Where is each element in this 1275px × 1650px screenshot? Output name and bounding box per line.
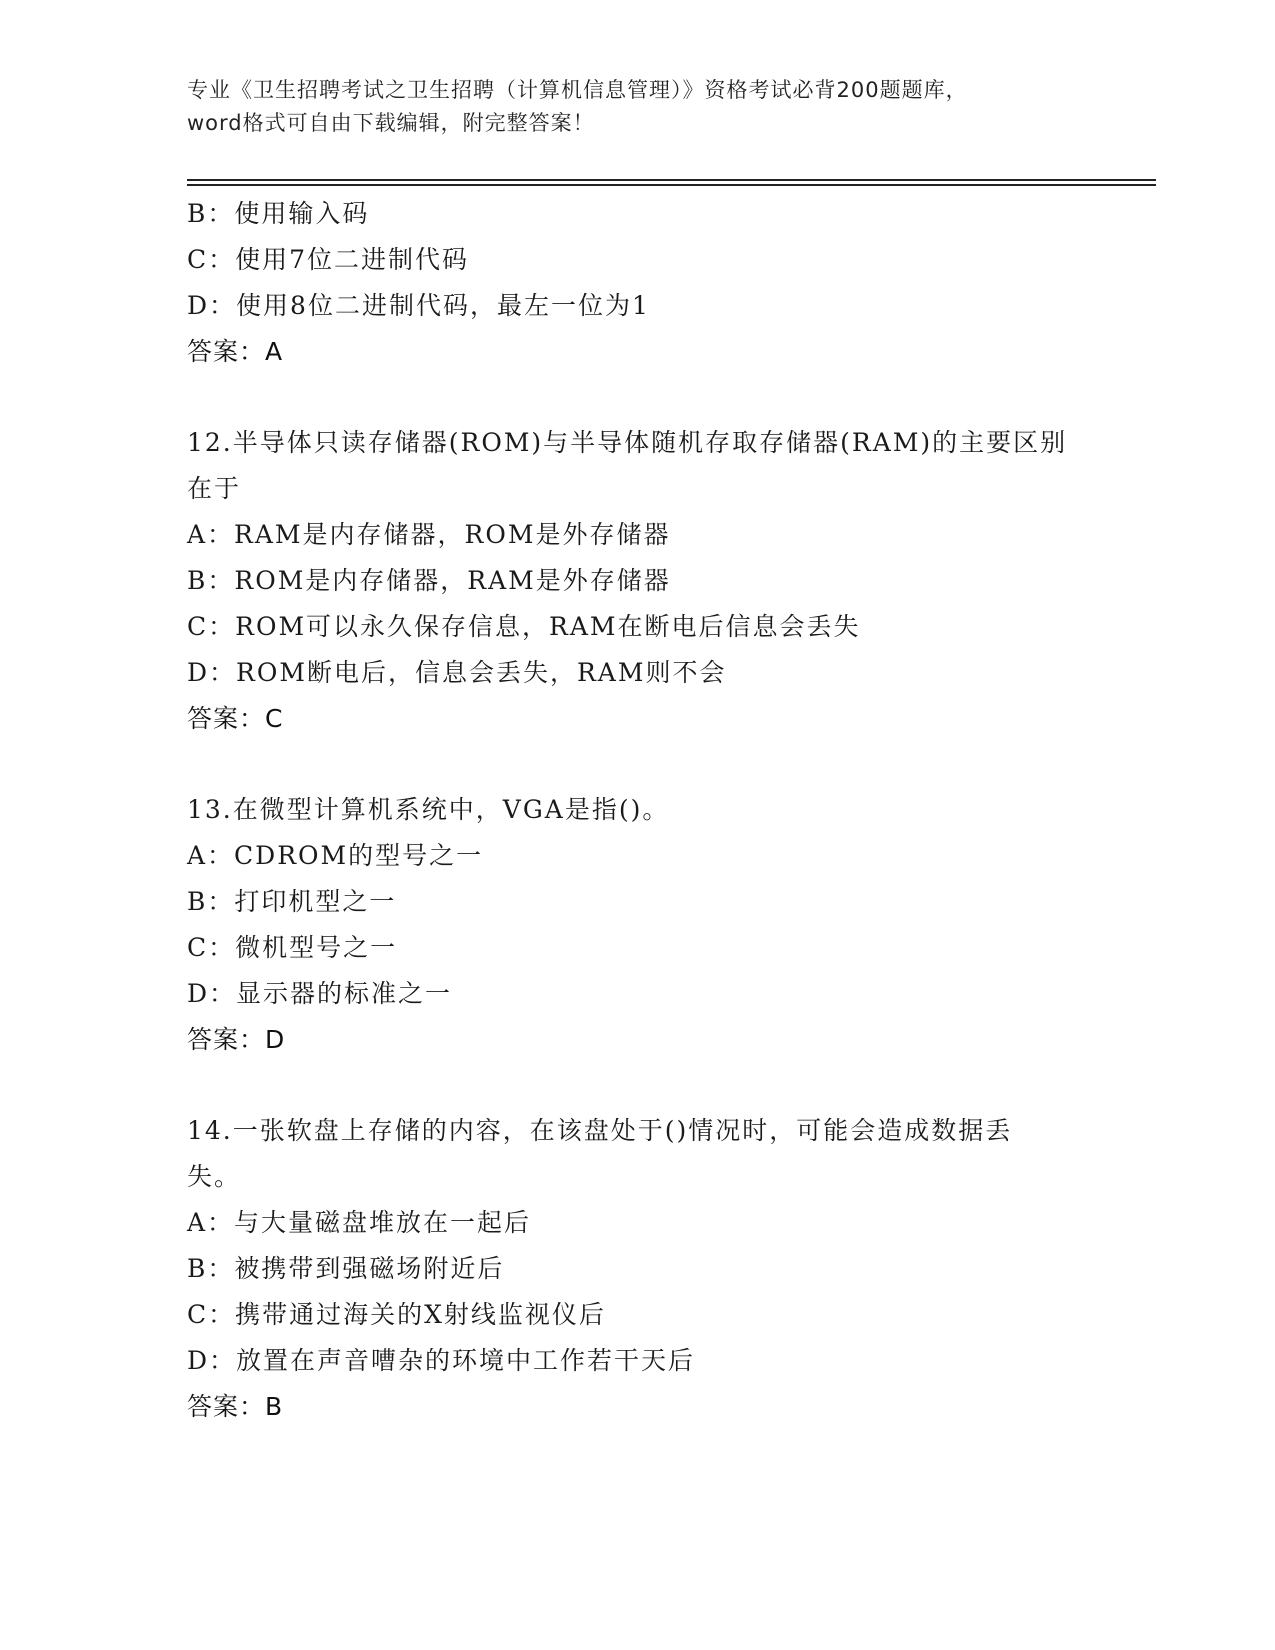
question-stem: 12.半导体只读存储器(ROM)与半导体随机存取存储器(RAM)的主要区别 <box>187 428 1068 457</box>
option-c: C：ROM可以永久保存信息，RAM在断电后信息会丢失 <box>187 612 861 641</box>
header-divider-top <box>187 179 1156 181</box>
option-c: C：携带通过海关的X射线监视仪后 <box>187 1300 606 1329</box>
document-header <box>187 74 1087 140</box>
header-divider-bottom <box>187 184 1156 186</box>
spacer <box>187 375 1087 420</box>
answer-line: 答案：C <box>187 704 284 733</box>
spacer <box>187 742 1087 787</box>
option-c: C：使用7位二进制代码 <box>187 245 470 274</box>
answer-line: 答案：B <box>187 1392 284 1421</box>
question-12 <box>187 420 1087 742</box>
option-a: A：与大量磁盘堆放在一起后 <box>187 1208 532 1237</box>
answer-line: 答案：D <box>187 1025 286 1054</box>
question-14 <box>187 1108 1087 1430</box>
option-d: D：使用8位二进制代码，最左一位为1 <box>187 291 650 320</box>
option-d: D：显示器的标准之一 <box>187 979 453 1008</box>
option-b: B：被携带到强磁场附近后 <box>187 1254 505 1283</box>
option-b: B：使用输入码 <box>187 199 370 228</box>
question-list <box>187 191 1087 1430</box>
question-stem: 14.一张软盘上存储的内容，在该盘处于()情况时，可能会造成数据丢 <box>187 1116 1013 1145</box>
answer-line: 答案：A <box>187 337 284 366</box>
question-stem: 在于 <box>187 474 242 503</box>
previous-question-tail <box>187 191 1087 375</box>
option-d: D：ROM断电后，信息会丢失，RAM则不会 <box>187 658 727 687</box>
question-13 <box>187 787 1087 1063</box>
question-stem: 失。 <box>187 1162 242 1191</box>
option-a: A：RAM是内存储器，ROM是外存储器 <box>187 520 671 549</box>
spacer <box>187 1063 1087 1108</box>
header-title-line-1: 专业《卫生招聘考试之卫生招聘（计算机信息管理）》资格考试必背200题题库， <box>187 78 968 102</box>
option-a: A：CDROM的型号之一 <box>187 841 484 870</box>
option-b: B：ROM是内存储器，RAM是外存储器 <box>187 566 671 595</box>
option-c: C：微机型号之一 <box>187 933 398 962</box>
option-d: D：放置在声音嘈杂的环境中工作若干天后 <box>187 1346 696 1375</box>
question-stem: 13.在微型计算机系统中，VGA是指()。 <box>187 795 670 824</box>
header-title-line-2: word格式可自由下载编辑，附完整答案！ <box>187 111 595 135</box>
option-b: B：打印机型之一 <box>187 887 397 916</box>
